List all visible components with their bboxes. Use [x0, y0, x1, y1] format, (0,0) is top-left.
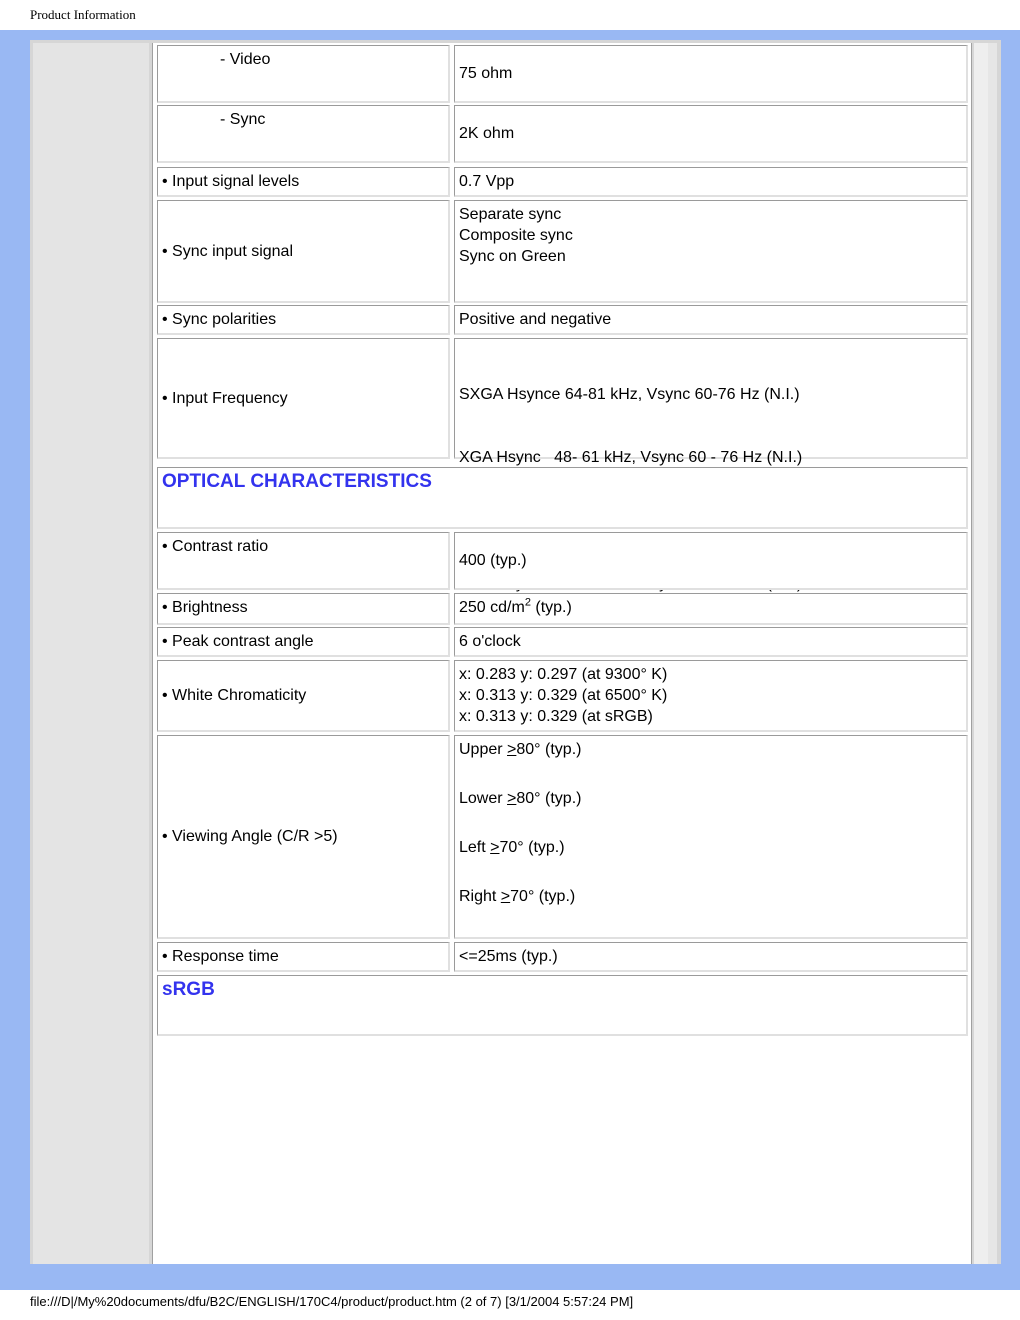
input-levels-value: 0.7 Vpp — [459, 173, 515, 190]
left-sidebar — [33, 43, 149, 1264]
brightness-label: • Brightness — [162, 599, 248, 616]
brightness-value: 250 cd/m — [459, 599, 525, 616]
viewing-right: Right >70° (typ.) — [459, 888, 576, 905]
response-value: <=25ms (typ.) — [459, 948, 558, 965]
sync-value-cell — [454, 105, 968, 163]
sync-input-value-cell — [454, 200, 968, 303]
input-freq-label: • Input Frequency — [162, 389, 288, 407]
input-freq-value: XGA Hsync 48- 61 kHz, Vsync 60 - 76 Hz (N.I.) — [459, 449, 803, 466]
video-label: - Video — [220, 51, 271, 68]
brightness-value-suffix: (typ.) — [530, 599, 572, 616]
sync-input-label: • Sync input signal — [162, 242, 294, 260]
response-label-cell — [157, 942, 450, 972]
sync-input-label-cell — [157, 200, 450, 303]
white-label-cell — [157, 660, 450, 732]
contrast-value-cell — [454, 532, 968, 590]
sync-pol-label-cell — [157, 305, 450, 335]
peak-value: 6 o'clock — [459, 633, 521, 650]
sync-pol-value: Positive and negative — [459, 311, 612, 328]
sync-pol-value-cell — [454, 305, 968, 335]
sync-value: 2K ohm — [459, 125, 515, 142]
srgb-heading: sRGB — [162, 979, 215, 1000]
contrast-label-cell — [157, 532, 450, 590]
white-label: • White Chromaticity — [162, 687, 307, 704]
optical-heading: OPTICAL CHARACTERISTICS — [162, 471, 432, 492]
sync-label-cell — [157, 105, 450, 163]
viewing-left: Left >70° (typ.) — [459, 839, 565, 856]
srgb-section-heading — [157, 975, 968, 1036]
optical-section-heading — [157, 467, 968, 529]
video-value: 75 ohm — [459, 65, 513, 82]
page-footer: file:///D|/My%20documents/dfu/B2C/ENGLISH/170C4/product/product.htm (2 of 7) [3/1/2004 5:57:24 PM] — [30, 1294, 634, 1309]
brightness-label-cell — [157, 593, 450, 625]
white-value: x: 0.313 y: 0.329 (at sRGB) — [459, 708, 653, 725]
peak-value-cell — [454, 627, 968, 657]
video-value-cell — [454, 45, 968, 103]
sync-input-value: Composite sync — [459, 227, 573, 244]
viewing-value-cell — [454, 735, 968, 939]
contrast-value: 400 (typ.) — [459, 552, 527, 569]
input-freq-value: SXGA Hsynce 64-81 kHz, Vsync 60-76 Hz (N.I.) — [459, 386, 800, 403]
white-value: x: 0.313 y: 0.329 (at 6500° K) — [459, 687, 668, 704]
response-label: • Response time — [162, 948, 279, 965]
input-levels-value-cell — [454, 167, 968, 197]
white-value-cell — [454, 660, 968, 732]
viewing-lower: Lower >80° (typ.) — [459, 790, 582, 807]
input-levels-label-cell — [157, 167, 450, 197]
peak-label: • Peak contrast angle — [162, 633, 314, 650]
page-header: Product Information — [30, 7, 136, 22]
viewing-label-cell — [157, 735, 450, 939]
brightness-unit-exponent: 2 — [524, 596, 531, 609]
sync-input-value: Sync on Green — [459, 248, 566, 265]
input-levels-label: • Input signal levels — [162, 173, 300, 190]
viewing-label: • Viewing Angle (C/R >5) — [162, 828, 338, 845]
vertical-scrollbar[interactable] — [974, 43, 988, 1264]
viewing-upper: Upper >80° (typ.) — [459, 741, 582, 758]
white-value: x: 0.283 y: 0.297 (at 9300° K) — [459, 666, 668, 683]
input-freq-label-cell — [157, 338, 450, 459]
contrast-label: • Contrast ratio — [162, 538, 269, 555]
brightness-value-cell — [454, 593, 968, 625]
input-freq-value-cell — [454, 338, 968, 466]
peak-label-cell — [157, 627, 450, 657]
right-gutter — [988, 43, 997, 1264]
response-value-cell — [454, 942, 968, 972]
video-label-cell — [157, 45, 450, 103]
sync-input-value: Separate sync — [459, 206, 562, 223]
sync-pol-label: • Sync polarities — [162, 311, 277, 328]
sync-label: - Sync — [220, 111, 266, 128]
